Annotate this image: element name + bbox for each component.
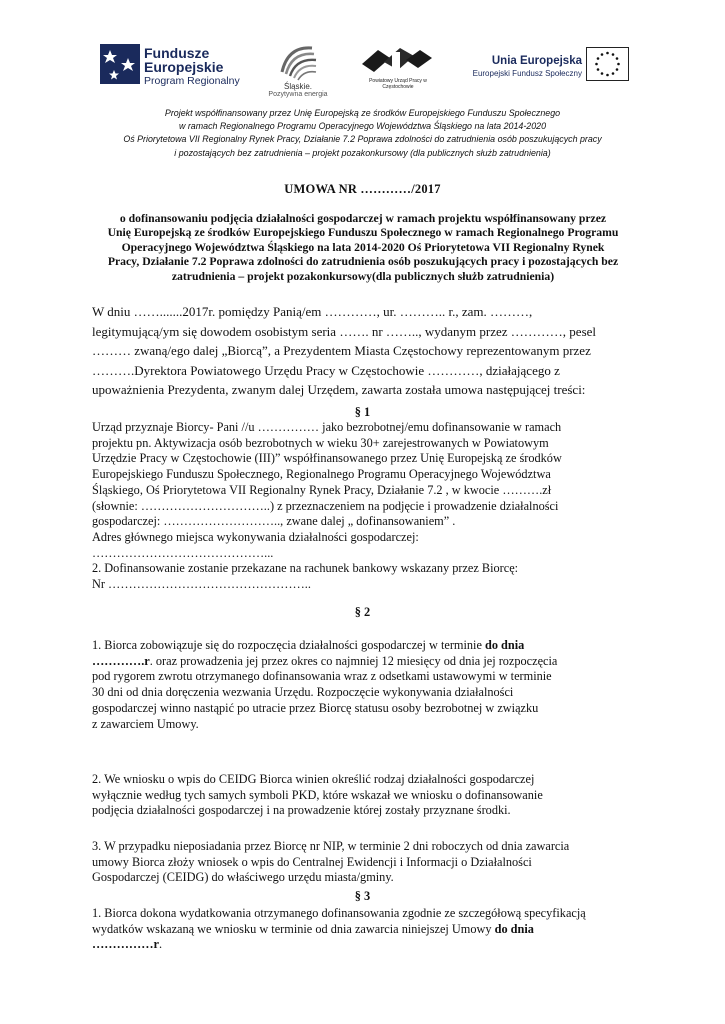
fundusze-europejskie-icon [100, 44, 140, 84]
s3p1-deadline-label: do dnia [494, 921, 534, 936]
s2p2-line: wyłącznie według tych samych symboli PKD, które wskazał we wniosku o dofinansowanie [92, 787, 543, 802]
intro-line: ……….Dyrektora Powiatowego Urzędu Pracy w Częstochowie …………, działającego z [92, 362, 560, 378]
section-3-heading: § 3 [354, 889, 371, 903]
s1-line: Europejskiego Funduszu Społecznego, Regionalnego Programu Operacyjnego Województwa [92, 467, 551, 482]
pup-caption: Powiatowy Urząd Pracy w Częstochowie [369, 78, 427, 90]
s2p1-line: z zawarciem Umowy. [92, 716, 199, 731]
s3p1-line3-end: . [158, 937, 163, 952]
s3p1-line1: 1. Biorca dokona wydatkowania otrzymanego dofinansowania zgodnie ze szczegółową specyfikacją [92, 906, 586, 920]
section-2-point-2 [92, 772, 652, 819]
intro-paragraph [92, 302, 632, 400]
project-info-line: Oś Priorytetowa VII Regionalny Rynek Pracy, Działanie 7.2 Poprawa zdolności do zatrudnienia osób poszukujących pracy [123, 134, 602, 145]
fe-line3: Program Regionalny [144, 75, 240, 87]
ue-subtitle: Europejski Fundusz Społeczny [472, 69, 582, 78]
agreement-subtitle [100, 212, 626, 284]
s1-line: Urzędzie Pracy w Częstochowie (III)” współfinansowanego przez Unię Europejską ze środków [92, 451, 562, 466]
intro-line: W dniu …….......2017r. pomiędzy Panią/em …………, ur. ……….. r., zam. ………, [92, 304, 533, 319]
s1-line: projektu pn. Aktywizacja osób bezrobotnych w wieku 30+ zarejestrowanych w Powiatowym [92, 435, 549, 450]
section-2-heading: § 2 [354, 605, 371, 619]
logo-fundusze-europejskie [100, 42, 240, 90]
section-3-point-1 [92, 906, 652, 953]
s2p2-line: podjęcia działalności gospodarczej i na prowadzenie której zostały przyznane środki. [92, 803, 511, 818]
intro-line: legitymującą/ym się dowodem osobistym seria ……. nr …….., wydanym przez …………, pesel [92, 323, 597, 339]
s1-line: Urząd przyznaje Biorcy- Pani //u …………… jako bezrobotnej/emu dofinansowanie w ramach [92, 420, 562, 434]
subtitle-line: o dofinansowaniu podjęcia działalności gospodarczej w ramach projektu współfinansowany przez [119, 212, 607, 225]
logo-slaskie [268, 38, 328, 96]
slaskie-line1: Śląskie. [283, 82, 312, 91]
section-2-point-3 [92, 839, 652, 886]
pup-icon [356, 44, 438, 78]
subtitle-line: zatrudnienia – projekt pozakonkursowy(dla publicznych służb zatrudnienia) [171, 269, 555, 283]
s1-line: ……………………………………... [92, 545, 274, 560]
project-info-line: w ramach Regionalnego Programu Operacyjnego Województwa Śląskiego na lata 2014-2020 [178, 121, 547, 132]
eu-flag-icon [586, 47, 629, 81]
s2p1-deadline-label: do dnia [485, 638, 525, 652]
s1-line: Śląskiego, Oś Priorytetowa VII Regionalny Rynek Pracy, Działanie 7.2 , w kwocie ……….zł [92, 482, 552, 497]
slaskie-line2: Pozytywna energia [268, 91, 328, 98]
s2p1-deadline-value: ………….r [92, 653, 150, 668]
s2p1-start: 1. Biorca zobowiązuje się do rozpoczęcia działalności gospodarczej w terminie [92, 638, 485, 652]
project-info-line: i pozostających bez zatrudnienia – projekt pozakonkursowy (dla publicznych służb zatrudnienia) [174, 147, 551, 158]
ue-title: Unia Europejska [491, 55, 582, 67]
subtitle-line: Pracy, Działanie 7.2 Poprawa zdolności do zatrudnienia osób poszukujących pracy i pozostających bez [107, 255, 619, 269]
intro-line: upoważnienia Prezydenta, zwanym dalej Urzędem, zawarta została umowa następującej treści: [92, 382, 586, 398]
logo-pup-czestochowa [356, 44, 438, 94]
section-1-heading: § 1 [354, 405, 371, 419]
s3p1-deadline-value: ……………r [92, 937, 159, 952]
agreement-title: UMOWA NR …………/2017 [284, 182, 441, 196]
s3p1-line2: wydatków wskazaną we wniosku w terminie od dnia zawarcia niniejszej Umowy [92, 921, 495, 936]
s2p3-line: umowy Biorca złoży wniosek o wpis do Centralnej Ewidencji i Informacji o Działalności [92, 854, 532, 869]
section-2-point-1 [92, 638, 652, 732]
logo-unia-europejska [452, 55, 582, 78]
subtitle-line: Unię Europejską ze środków Europejskiego Funduszu Społecznego w ramach Regionalnego Programu [107, 226, 619, 240]
project-info-line: Projekt współfinansowany przez Unię Europejską ze środków Europejskiego Funduszu Społecznego [164, 108, 561, 118]
s2p3-line: 3. W przypadku nieposiadania przez Biorcę nr NIP, w terminie 2 dni roboczych od dnia zawarcia [92, 839, 570, 853]
subtitle-line: Operacyjnego Województwa Śląskiego na lata 2014-2020 Oś Priorytetowa VII Regionalny Rynek [121, 240, 605, 254]
s1-line: Nr ………………………………………….. [92, 577, 311, 592]
s2p1-line: gospodarczej winno nastąpić po utracie przez Biorcę statusu osoby bezrobotnej w związku [92, 700, 539, 715]
s1-line: Adres głównego miejsca wykonywania działalności gospodarczej: [92, 529, 419, 544]
s1-line: 2. Dofinansowanie zostanie przekazane na rachunek bankowy wskazany przez Biorcę: [92, 561, 519, 576]
s2p1-line2: . oraz prowadzenia jej przez okres co najmniej 12 miesięcy od dnia jej rozpoczęcia [149, 653, 558, 668]
fe-line1: Fundusze [144, 45, 210, 61]
s2p1-line: pod rygorem zwrotu otrzymanego dofinansowania wraz z odsetkami ustawowymi w terminie [92, 669, 552, 684]
project-info [80, 107, 645, 160]
s1-line: (słownie: …………………………..) z przeznaczeniem na podjęcie i prowadzenie działalności [92, 498, 559, 513]
section-1-text [92, 420, 652, 593]
intro-line: ……… zwaną/ego dalej „Biorcą”, a Prezydentem Miasta Częstochowy reprezentowanym przez [92, 343, 591, 359]
fe-line2: Europejskie [144, 59, 224, 75]
slaskie-swirl-icon [268, 38, 328, 82]
s1-line: gospodarczej: ……………………….., zwane dalej „ dofinansowaniem” . [92, 514, 456, 529]
s2p1-line: 30 dni od dnia doręczenia wezwania Urzędu. Rozpoczęcie wykonywania działalności [92, 685, 514, 700]
s2p3-line: Gospodarczej (CEIDG) do właściwego urzędu miasta/gminy. [92, 870, 394, 885]
s2p2-line: 2. We wniosku o wpis do CEIDG Biorca winien określić rodzaj działalności gospodarczej [92, 772, 535, 786]
